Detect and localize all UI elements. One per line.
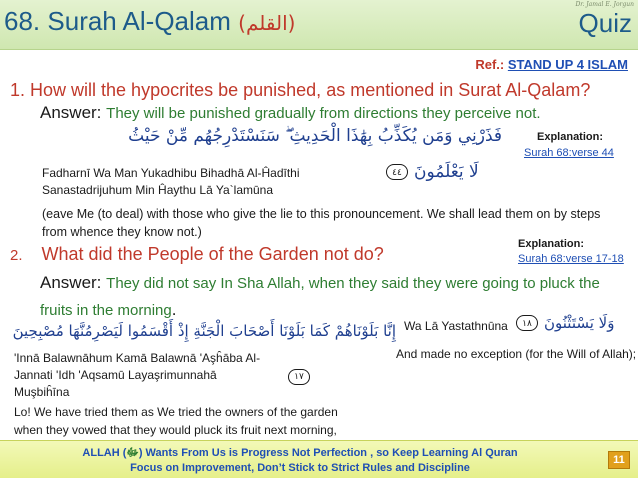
answer-1-label: Answer: <box>40 103 102 122</box>
reference <box>475 57 628 72</box>
verse-18-transliteration: Wa Lā Yastathnūna <box>404 319 508 333</box>
answer-2-text: They did not say In Sha Allah, when they said they were going to pluck the fruits in the morning <box>40 275 600 319</box>
author-credit: Dr. Jamal E. Jorgun <box>575 1 634 8</box>
quiz-label: Quiz <box>578 8 632 38</box>
page-title <box>4 6 295 37</box>
surah-name-arabic: (القلم) <box>238 11 296 35</box>
explanation-1-link[interactable]: Surah 68:verse 44 <box>524 147 614 159</box>
ayah-marker-icon: ١٧ <box>288 369 310 385</box>
explanation-2-label: Explanation: <box>518 238 585 250</box>
verse-18-end <box>516 314 614 332</box>
page-number: 11 <box>608 451 630 469</box>
question-1-number: 1. <box>10 80 26 100</box>
verse-17-end <box>288 366 310 385</box>
answer-2-period: . <box>171 300 177 319</box>
question-2-text: What did the People of the Garden not do? <box>41 244 384 264</box>
verse-18-translation: And made no exception (for the Will of Allah); <box>396 347 637 361</box>
footer-line-1 <box>0 446 600 462</box>
ayah-marker-icon: ١٨ <box>516 315 538 331</box>
question-2-number: 2. <box>10 247 23 264</box>
ayah-marker-icon: ٤٤ <box>386 164 408 180</box>
explanation-2-link[interactable]: Surah 68:verse 17-18 <box>518 253 624 265</box>
verse-17-translation: Lo! We have tried them as We tried the owners of the garden when they vowed that they would pluck its fruit next morning, <box>14 405 338 437</box>
answer-1-text: They will be punished gradually from directions they perceive not. <box>106 105 541 122</box>
verse-44-arabic-end: لَا يَعْلَمُونَ <box>414 162 479 182</box>
verse-44-arabic: فَذَرْنِي وَمَن يُكَذِّبُ بِهَٰذَا الْحَدِيثِ ۖ سَنَسْتَدْرِجُهُم مِّنْ حَيْثُ <box>128 126 502 146</box>
surah-number: 68. <box>4 6 41 36</box>
question-1-text: How will the hypocrites be punished, as mentioned in Surat Al-Qalam? <box>30 80 591 100</box>
explanation-1-label: Explanation: <box>537 131 604 143</box>
verse-44-end <box>386 162 479 182</box>
footer-line-2: Focus on Improvement, Don’t Stick to Strict Rules and Discipline <box>130 462 470 474</box>
answer-2-label: Answer: <box>40 273 102 292</box>
verse-18-arabic: وَلَا يَسْتَثْنُونَ <box>544 314 615 332</box>
reference-link[interactable]: STAND UP 4 ISLAM <box>507 57 628 72</box>
surah-name: Surah Al-Qalam <box>47 6 231 36</box>
question-2 <box>10 244 384 265</box>
verse-17-arabic: إِنَّا بَلَوْنَاهُمْ كَمَا بَلَوْنَا أَصْحَابَ الْجَنَّةِ إِذْ أَقْسَمُوا لَيَصْرِمُنَّهَا مُصْبِحِينَ <box>12 322 396 340</box>
reference-label: Ref.: <box>475 57 505 72</box>
answer-1 <box>40 103 541 123</box>
verse-44-transliteration: Fadharnī Wa Man Yukadhibu Bihadhā Al-Ĥadīthi Sanastadrijuhum Min Ĥaythu Lā Ya`lamūna <box>42 166 300 197</box>
footer-line-1-start: ALLAH ( <box>82 447 127 459</box>
question-1 <box>10 80 590 101</box>
verse-44-translation: (eave Me (to deal) with those who give the lie to this pronouncement. We shall lead them on by steps from whence they know not.) <box>42 207 601 239</box>
verse-17-transliteration: 'Innā Balawnāhum Kamā Balawnā 'Aşĥāba Al-Jannati 'Idh 'Aqsamū Layaşrimunnahā Muşbiĥīna <box>14 351 261 399</box>
allah-glyph-icon: ﷻ <box>126 447 139 459</box>
footer-line-1-end: ) Wants From Us is Progress Not Perfection , so Keep Learning Al Quran <box>138 447 518 459</box>
